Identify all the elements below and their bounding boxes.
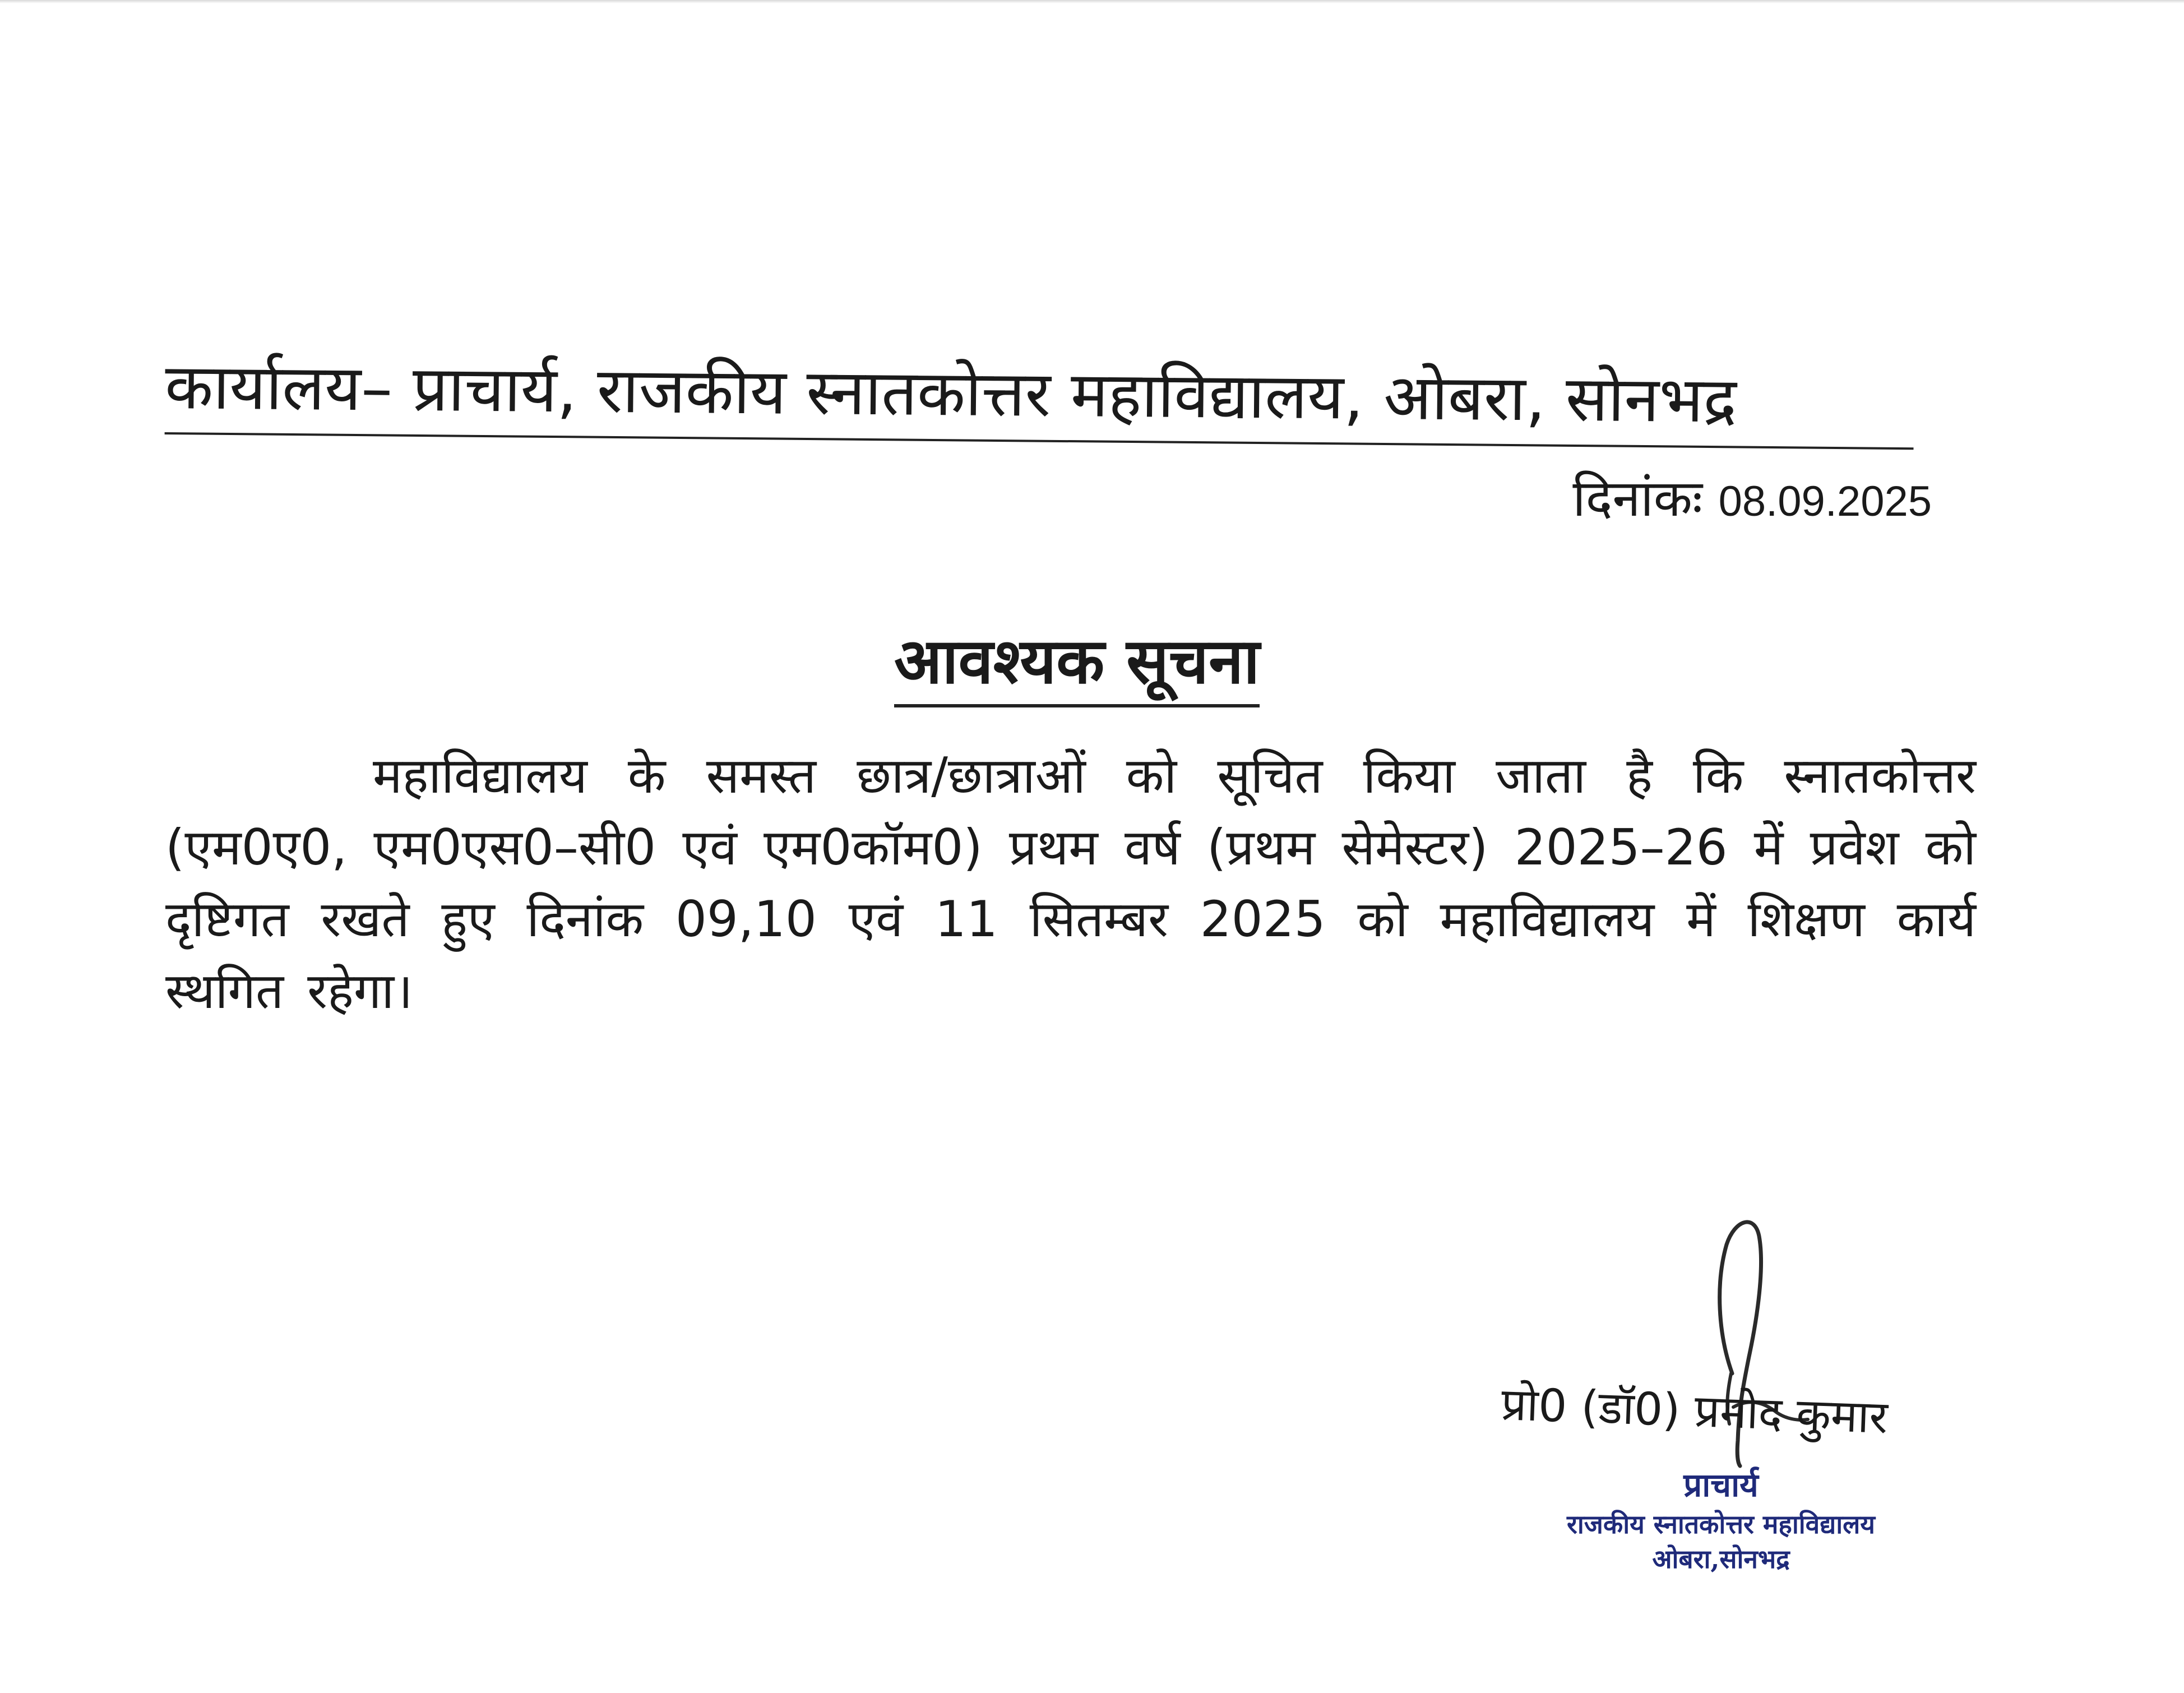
official-stamp (1519, 1463, 1923, 1576)
stamp-place: ओबरा,सोनभद्र (1652, 1544, 1790, 1574)
notice-title: आवश्यक सूचना (894, 622, 1260, 707)
notice-body: महाविद्यालय के समस्त छात्र/छात्राओं को सूचित किया जाता है कि स्नातकोत्तर (एम0ए0, एम0एस0–सी0 एवं एम0कॉम0) प्रथम वर्ष (प्रथम सेमेस्टर) 2025–26 में प्रवेश को दृष्टिगत रखते हुए दिनांक 09,10 एवं 11 सितम्बर 2025 को महाविद्यालय में शिक्षण कार्य स्थगित रहेगा। (165, 747, 1976, 1020)
stamp-title: प्राचार्य (1683, 1466, 1759, 1504)
stamp-college: राजकीय स्नातकोत्तर महाविद्यालय (1567, 1509, 1875, 1539)
signer-name: प्रो0 (डॉ0) प्रमोद कुमार (1500, 1377, 1889, 1444)
date-value: 08.09.2025 (1718, 478, 1932, 525)
date-label: दिनांकः (1572, 469, 1703, 528)
date-line (1572, 465, 1932, 535)
office-heading: कार्यालय– प्राचार्य, राजकीय स्नातकोत्तर महाविद्यालय, ओबरा, सोनभद्र (165, 345, 1914, 450)
page-edge (0, 0, 2184, 3)
signature-block (1502, 1200, 1928, 1592)
